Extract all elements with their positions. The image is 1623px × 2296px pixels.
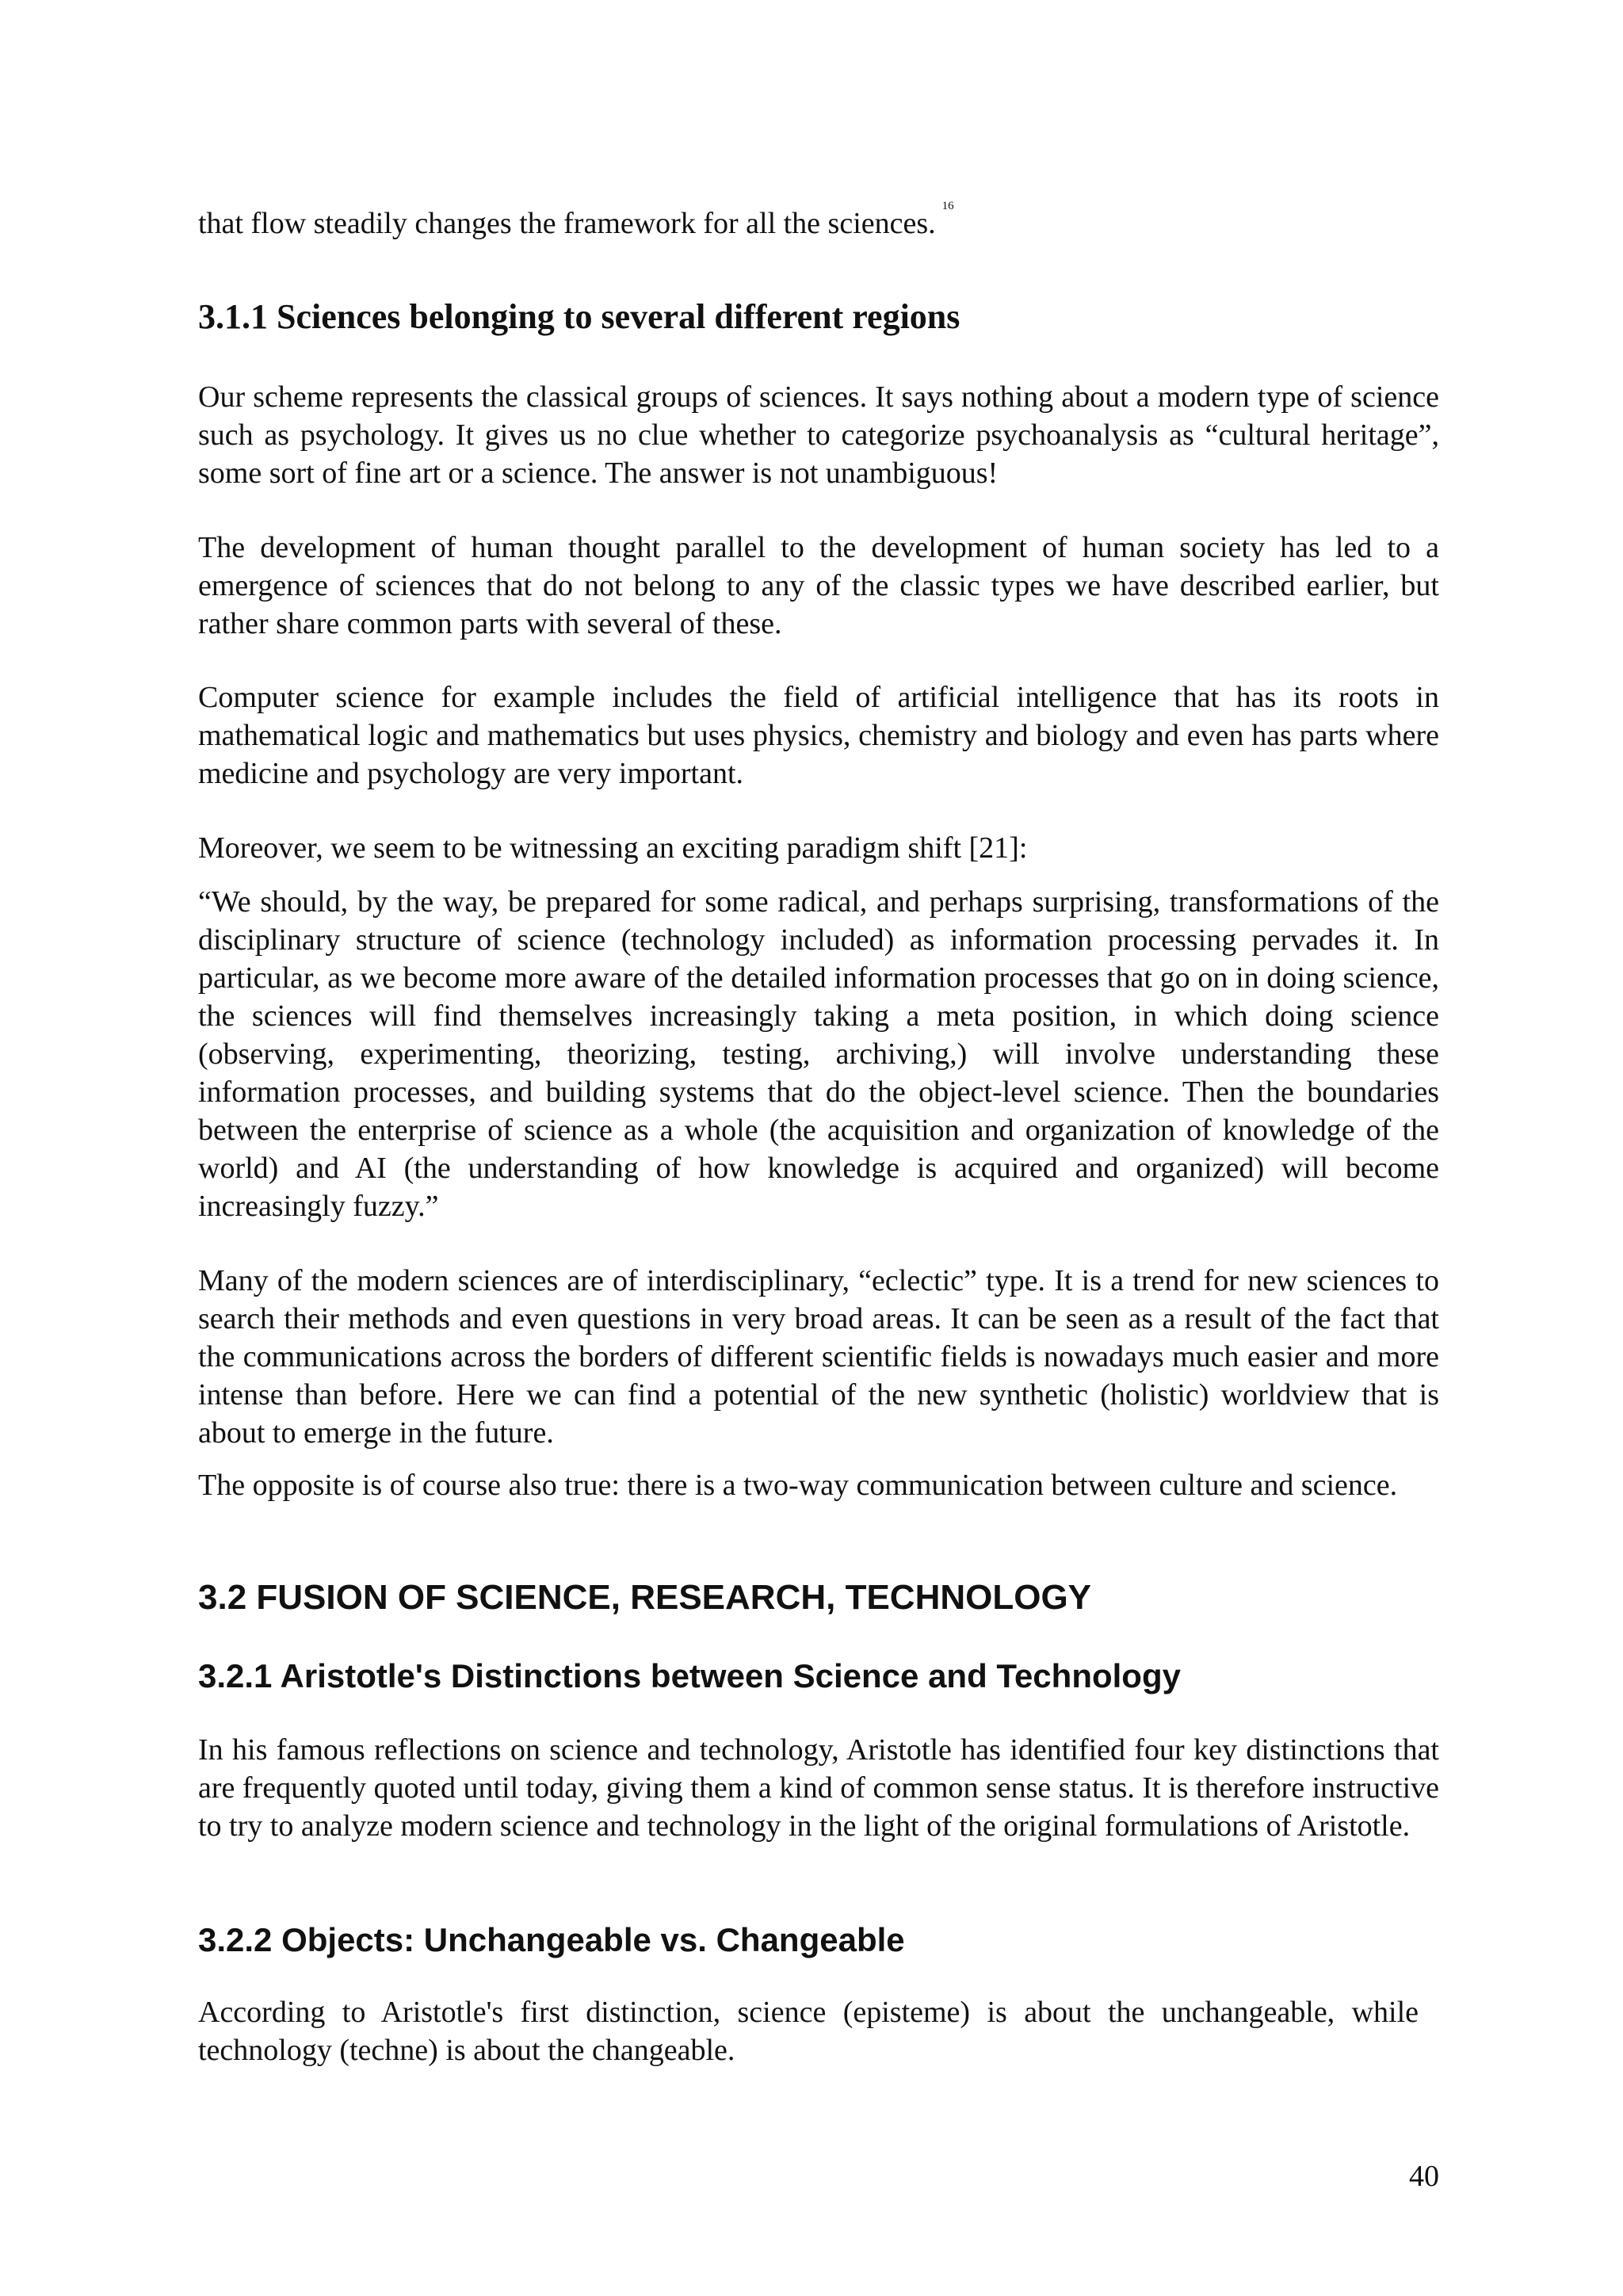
continuation-line — [198, 200, 1439, 243]
block-quote: “We should, by the way, be prepared for some radical, and perhaps surprising, transformations of the disciplinary structure of science (technology included) as information processing pervades it. In particular, as we become more aware of the detailed information processes that go on in doing science, the sciences will find themselves increasingly taking a meta position, in which doing science (observing, experimenting, theorizing, testing, archiving,) will involve understanding these information processes, and building systems that do the object-level science. Then the boundaries between the enterprise of science as a whole (the acquisition and organization of knowledge of the world) and AI (the understanding of how knowledge is acquired and organized) will become increasingly fuzzy.” — [198, 885, 1439, 1223]
paragraph-interdisciplinary: Many of the modern sciences are of interdisciplinary, “eclectic” type. It is a trend for new sciences to search their methods and even questions in very broad areas. It can be seen as a result of the fact that the communications across the borders of different scientific fields is nowadays much easier and more intense than before. Here we can find a potential of the new synthetic (holistic) worldview that is about to emerge in the future. — [198, 1264, 1439, 1450]
page-number: 40 — [1409, 2160, 1439, 2193]
section-heading-3-2-1: 3.2.1 Aristotle's Distinctions between Science and Technology — [198, 1657, 1181, 1694]
section-heading-3-2-2: 3.2.2 Objects: Unchangeable vs. Changeable — [198, 1921, 905, 1958]
continuation-text: that flow steadily changes the framework for all the sciences. — [198, 207, 936, 240]
section-heading-3-1-1: 3.1.1 Sciences belonging to several different regions — [198, 297, 960, 336]
footnote-marker: 16 — [941, 200, 954, 212]
paragraph-scheme: Our scheme represents the classical groups of sciences. It says nothing about a modern type of science such as psychology. It gives us no clue whether to categorize psychoanalysis as “cultural heritage”, some sort of fine art or a science. The answer is not unambiguous! — [198, 380, 1439, 490]
paragraph-paradigm-shift: Moreover, we seem to be witnessing an exciting paradigm shift [21]: — [198, 831, 1028, 865]
paragraph-development: The development of human thought parallel to the development of human society has led to a emergence of sciences that do not belong to any of the classic types we have described earlier, but rather share common parts with several of these. — [198, 531, 1439, 640]
section-heading-3-2: 3.2 FUSION OF SCIENCE, RESEARCH, TECHNOLOGY — [198, 1578, 1092, 1617]
paragraph-first-distinction: According to Aristotle's first distinction, science (episteme) is about the unchangeable, while technology (techne) is about the changeable. — [198, 1996, 1419, 2067]
paragraph-computer-science: Computer science for example includes the field of artificial intelligence that has its roots in mathematical logic and mathematics but uses physics, chemistry and biology and even has parts where medicine and psychology are very important. — [198, 681, 1439, 790]
paragraph-aristotle: In his famous reflections on science and technology, Aristotle has identified four key distinctions that are frequently quoted until today, giving them a kind of common sense status. It is therefore instructive to try to analyze modern science and technology in the light of the original formulations of Aristotle. — [198, 1733, 1439, 1843]
paragraph-opposite: The opposite is of course also true: there is a two-way communication between culture and science. — [198, 1469, 1398, 1502]
